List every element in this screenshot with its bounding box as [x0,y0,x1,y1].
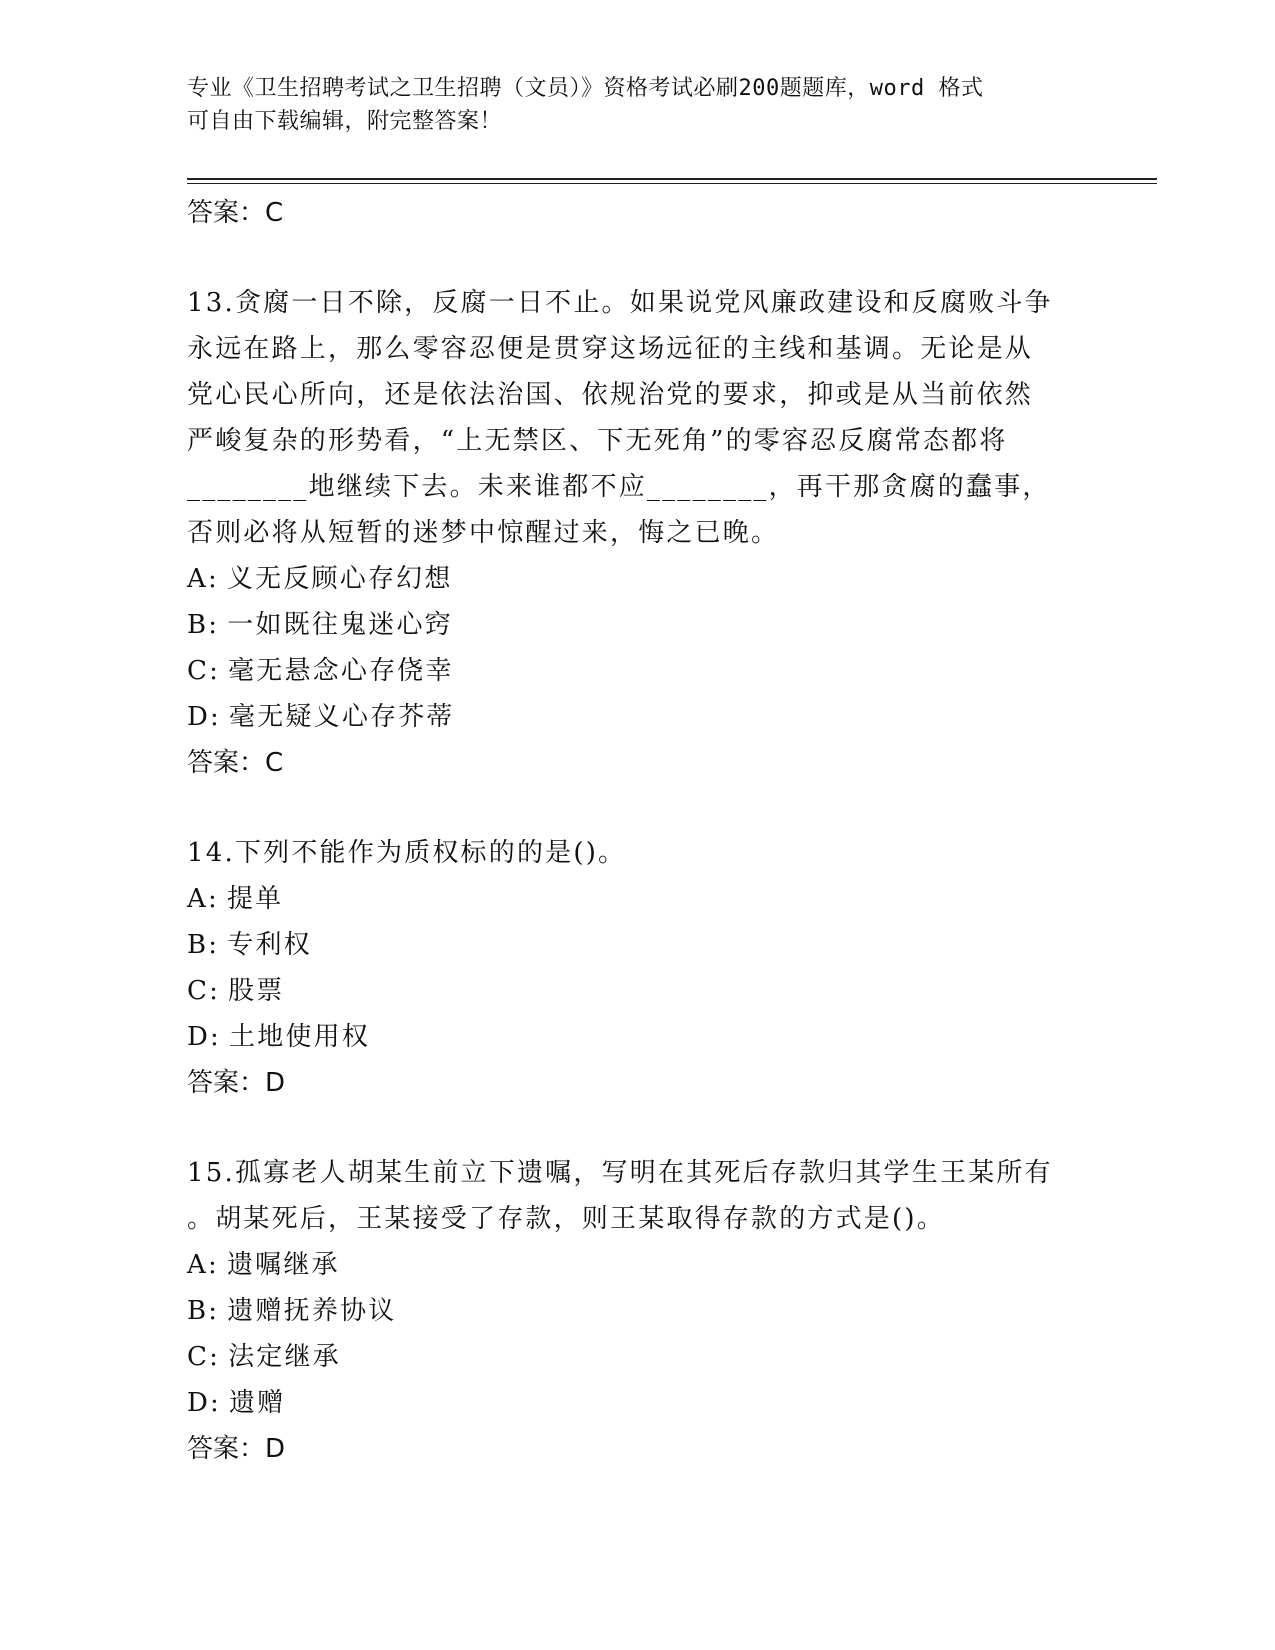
option-d: D: 遗赠 [187,1388,286,1418]
question-stem [187,1150,1087,1242]
option-a: A: 提单 [187,884,284,914]
stem-line: 14.下列不能作为质权标的的是()。 [187,838,627,868]
option-b: B: 一如既往鬼迷心窍 [187,610,453,640]
answer-line: 答案：D [187,1434,286,1464]
option-c: C: 毫无悬念心存侥幸 [187,656,454,686]
answer-line: 答案：C [187,198,284,228]
stem-line: 。胡某死后，王某接受了存款，则王某取得存款的方式是()。 [187,1204,945,1234]
stem-line: 15.孤寡老人胡某生前立下遗嘱，写明在其死后存款归其学生王某所有 [187,1158,1053,1188]
question-stem [187,830,1087,876]
option-d: D: 土地使用权 [187,1022,371,1052]
stem-line: 否则必将从短暂的迷梦中惊醒过来，悔之已晚。 [187,518,780,548]
stem-line: 严峻复杂的形势看，“上无禁区、下无死角”的零容忍反腐常态都将 [187,426,1008,456]
question-14 [187,830,1087,1106]
option-b: B: 专利权 [187,930,312,960]
stem-line: 13.贪腐一日不除，反腐一日不止。如果说党风廉政建设和反腐败斗争 [187,288,1053,318]
stem-line: 党心民心所向，还是依法治国、依规治党的要求，抑或是从当前依然 [187,380,1034,410]
option-b: B: 遗赠抚养协议 [187,1296,397,1326]
option-c: C: 股票 [187,976,285,1006]
stem-line: ________地继续下去。未来谁都不应________，再干那贪腐的蠢事， [187,472,1051,502]
question-stem [187,280,1087,556]
answer-line: 答案：C [187,748,284,778]
stem-line: 永远在路上，那么零容忍便是贯穿这场远征的主线和基调。无论是从 [187,334,1034,364]
answer-line: 答案：D [187,1068,286,1098]
option-a: A: 遗嘱继承 [187,1250,340,1280]
option-a: A: 义无反顾心存幻想 [187,564,453,594]
header-rule-thin [187,183,1157,184]
question-13 [187,280,1087,786]
option-c: C: 法定继承 [187,1342,341,1372]
document-body [187,190,1087,1516]
header-rule-thick [187,178,1157,180]
question-15 [187,1150,1087,1472]
document-header [187,72,1067,138]
option-d: D: 毫无疑义心存芥蒂 [187,702,455,732]
header-line: 专业《卫生招聘考试之卫生招聘（文员）》资格考试必刷200题题库，word 格式 [187,76,984,101]
header-line: 可自由下载编辑，附完整答案！ [187,109,503,134]
